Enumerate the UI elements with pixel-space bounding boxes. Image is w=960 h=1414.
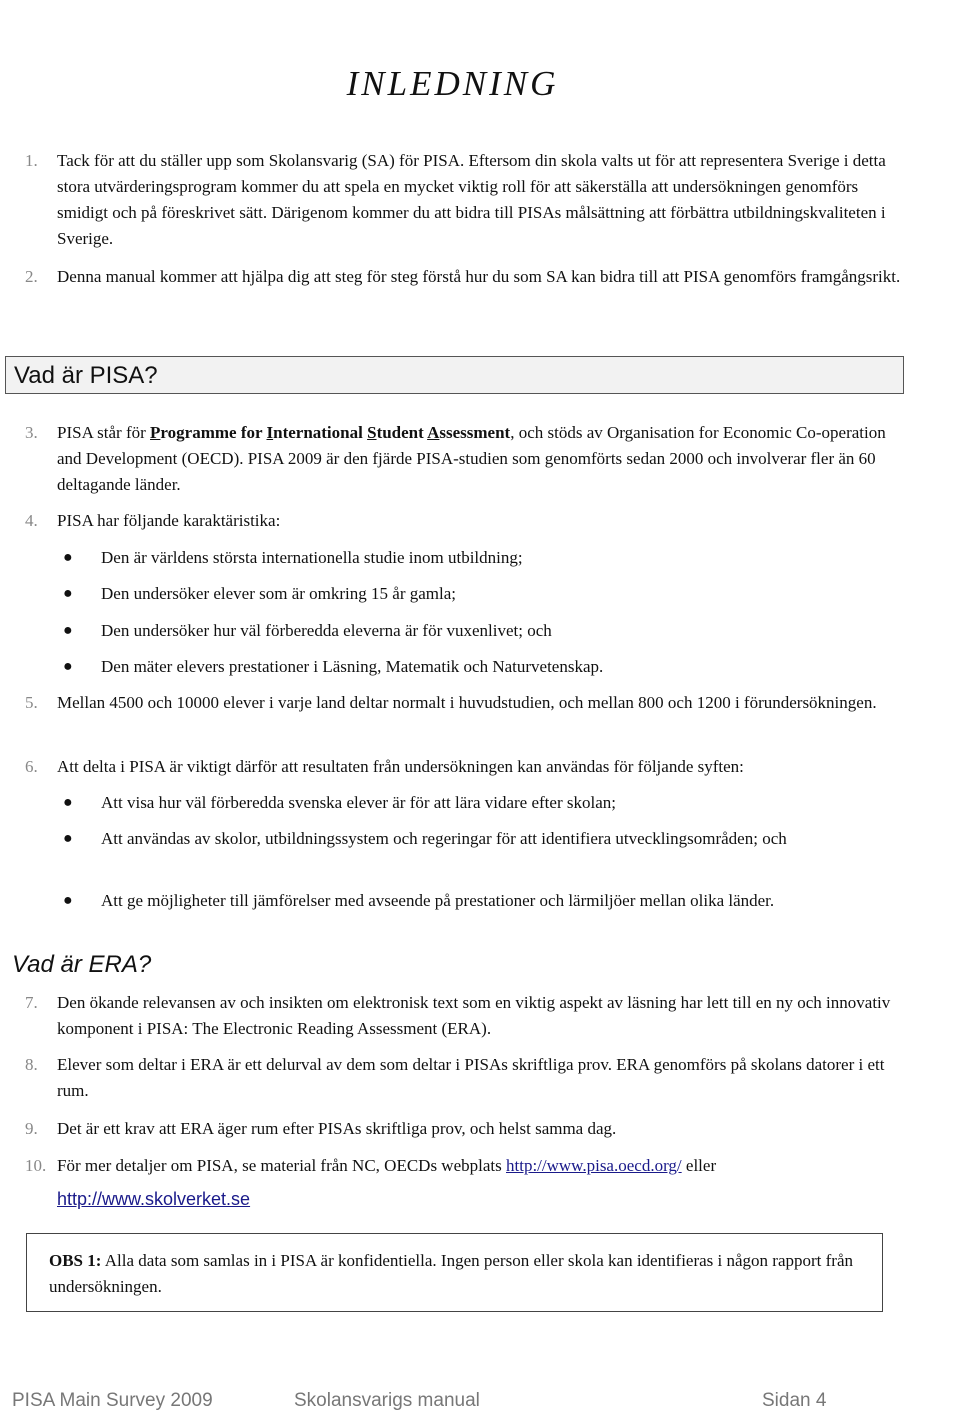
bullet-icon: ●: [63, 794, 73, 811]
item-number: 1.: [25, 151, 38, 170]
section-heading-pisa: Vad är PISA?: [14, 362, 158, 389]
item-number: 3.: [25, 423, 38, 442]
item-number: 8.: [25, 1055, 38, 1074]
section-heading-era: Vad är ERA?: [12, 951, 152, 978]
list-item: Att ge möjligheter till jämförelser med avseende på prestationer och lärmiljöer mellan olika länder.: [101, 891, 775, 910]
paragraph-10-cont: [57, 1186, 907, 1212]
paragraph-9: Det är ett krav att ERA äger rum efter PISAs skriftliga prov, och helst samma dag.: [57, 1119, 617, 1138]
list-item: Den mäter elevers prestationer i Läsning, Matematik och Naturvetenskap.: [101, 657, 604, 676]
pisa-oecd-link[interactable]: http://www.pisa.oecd.org/: [506, 1156, 682, 1175]
section-heading-box: [5, 356, 904, 394]
skolverket-link[interactable]: http://www.skolverket.se: [57, 1189, 251, 1209]
item-number: 10.: [25, 1156, 47, 1175]
bullet-icon: ●: [63, 830, 73, 847]
list-item: Att användas av skolor, utbildningssystem och regeringar för att identifiera utvecklingsområden; och: [101, 829, 787, 848]
item-number: 2.: [25, 267, 38, 286]
paragraph-1: Tack för att du ställer upp som Skolansvarig (SA) för PISA. Eftersom din skola valts ut för att representera Sverige i detta stora utvärderingsprogram kommer du att spela en mycket viktig roll för att säkerställa att undersökningen genomförs smidigt och på föreskrivet sätt. Därigenom kommer du att bidra till PISAs målsättning att förbättra utbildningskvaliteten i Sverige.: [57, 151, 886, 248]
obs-text: Alla data som samlas in i PISA är konfidentiella. Ingen person eller skola kan identifieras i någon rapport från undersökningen.: [49, 1251, 854, 1296]
paragraph-3: PISA står för Programme for International Student Assessment, och stöds av Organisation for Economic Co-operation and Development (OECD). PISA 2009 är den fjärde PISA-studien som genomförts sedan 2000 och involverar fler än 60 deltagande länder.: [57, 423, 886, 494]
obs-note-box: [26, 1233, 883, 1312]
item-number: 5.: [25, 693, 38, 712]
item-number: 4.: [25, 511, 38, 530]
list-item: Den är världens största internationella studie inom utbildning;: [101, 548, 523, 567]
paragraph-8: Elever som deltar i ERA är ett delurval av dem som deltar i PISAs skriftliga prov. ERA genomförs på skolans datorer i ett rum.: [57, 1055, 885, 1100]
footer-manual: Skolansvarigs manual: [294, 1390, 480, 1411]
footer-survey: PISA Main Survey 2009: [12, 1390, 213, 1411]
paragraph-6: Att delta i PISA är viktigt därför att resultaten från undersökningen kan användas för följande syften:: [57, 757, 744, 776]
list-item: Den undersöker elever som är omkring 15 år gamla;: [101, 584, 456, 603]
paragraph-7: Den ökande relevansen av och insikten om elektronisk text som en viktig aspekt av läsning har lett till en ny och innovativ komponent i PISA: The Electronic Reading Assessment (ERA).: [57, 993, 891, 1038]
item-number: 9.: [25, 1119, 38, 1138]
paragraph-2: Denna manual kommer att hjälpa dig att steg för steg förstå hur du som SA kan bidra till att PISA genomförs framgångsrikt.: [57, 267, 901, 286]
item-number: 7.: [25, 993, 38, 1012]
bullet-icon: ●: [63, 892, 73, 909]
paragraph-5: Mellan 4500 och 10000 elever i varje land deltar normalt i huvudstudien, och mellan 800 och 1200 i förundersökningen.: [57, 693, 877, 712]
footer-page-number: Sidan 4: [762, 1390, 827, 1411]
obs-note: [49, 1248, 869, 1300]
bullet-icon: ●: [63, 585, 73, 602]
obs-label: OBS 1:: [49, 1251, 102, 1270]
paragraph-4: PISA har följande karaktäristika:: [57, 511, 281, 530]
bullet-icon: ●: [63, 622, 73, 639]
paragraph-10: För mer detaljer om PISA, se material från NC, OECDs webplats http://www.pisa.oecd.org/ eller: [57, 1156, 717, 1175]
list-item: Den undersöker hur väl förberedda eleverna är för vuxenlivet; och: [101, 621, 552, 640]
bullet-icon: ●: [63, 549, 73, 566]
item-number: 6.: [25, 757, 38, 776]
list-item: Att visa hur väl förberedda svenska elever är för att lära vidare efter skolan;: [101, 793, 616, 812]
bullet-icon: ●: [63, 658, 73, 675]
page-title: INLEDNING: [346, 64, 559, 103]
